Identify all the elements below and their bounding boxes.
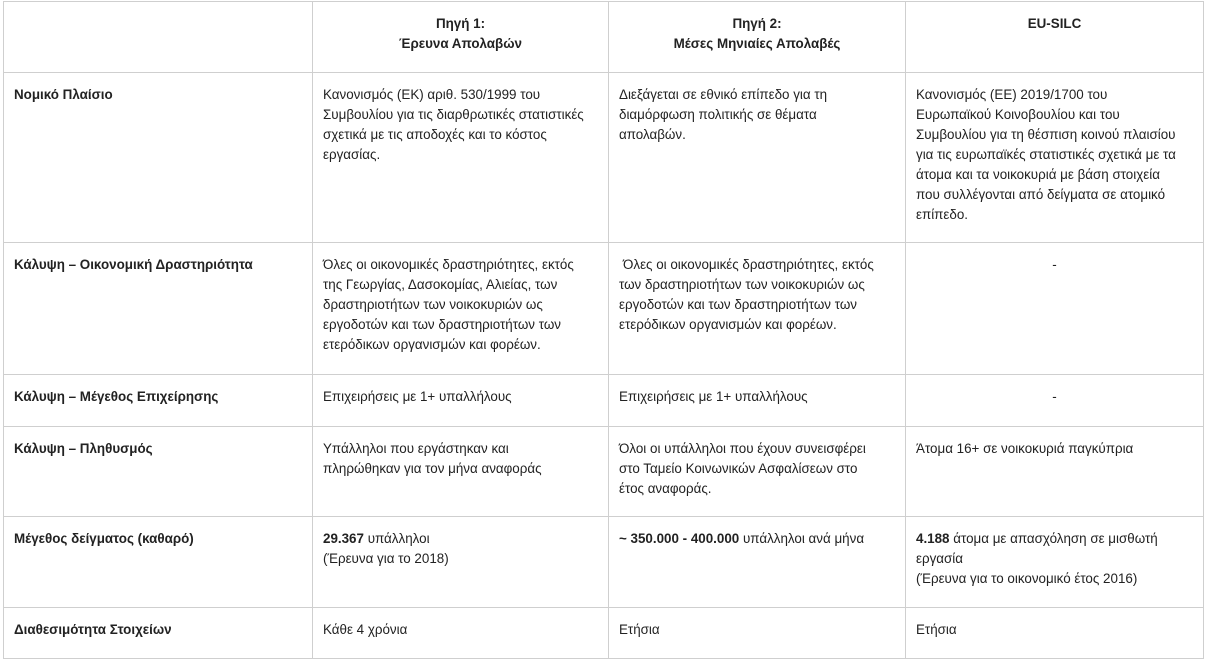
sample-size-value: 4.188 bbox=[916, 531, 950, 546]
cell-line: Άτομα 16+ σε νοικοκυριά παγκύπρια bbox=[916, 441, 1134, 456]
header-eu-silc: EU-SILC bbox=[906, 2, 1204, 73]
cell-source2 bbox=[609, 243, 906, 375]
cell-eu-silc bbox=[906, 73, 1204, 243]
cell-line: Ετήσια bbox=[619, 622, 660, 637]
sample-size-value: 29.367 bbox=[323, 531, 364, 546]
table-row bbox=[4, 427, 1204, 517]
row-label: Κάλυψη – Οικονομική Δραστηριότητα bbox=[4, 243, 313, 375]
cell-line: - bbox=[1052, 257, 1057, 272]
cell-line: Κανονισμός (ΕΚ) αριθ. 530/1999 του bbox=[323, 87, 541, 102]
cell-eu-silc bbox=[906, 243, 1204, 375]
cell-line: εργοδοτών και των δραστηριοτήτων των bbox=[619, 297, 857, 312]
table-row bbox=[4, 375, 1204, 427]
cell-line: Κάθε 4 χρόνια bbox=[323, 622, 408, 637]
cell-line: (Έρευνα για το οικονομικό έτος 2016) bbox=[916, 571, 1138, 586]
cell-line: Συμβουλίου για τη θέσπιση κοινού πλαισίου bbox=[916, 127, 1176, 142]
cell-line: Υπάλληλοι που εργάστηκαν και bbox=[323, 441, 509, 456]
cell-source1 bbox=[313, 427, 609, 517]
cell-line: - bbox=[1052, 389, 1057, 404]
cell-line: επίπεδο. bbox=[916, 207, 969, 222]
row-label: Μέγεθος δείγματος (καθαρό) bbox=[4, 517, 313, 608]
cell-line: Ετήσια bbox=[916, 622, 957, 637]
cell-line: ετερόδικων οργανισμών και φορέων. bbox=[323, 337, 541, 352]
header-source1-line1: Πηγή 1: bbox=[435, 16, 486, 31]
cell-source1 bbox=[313, 517, 609, 608]
cell-eu-silc bbox=[906, 608, 1204, 659]
cell-eu-silc bbox=[906, 375, 1204, 427]
table-row bbox=[4, 73, 1204, 243]
table-row bbox=[4, 608, 1204, 659]
header-source2 bbox=[609, 2, 906, 73]
row-label: Διαθεσιμότητα Στοιχείων bbox=[4, 608, 313, 659]
cell-line bbox=[619, 529, 895, 549]
header-source2-line2: Μέσες Μηνιαίες Απολαβές bbox=[673, 36, 841, 51]
cell-line: Επιχειρήσεις με 1+ υπαλλήλους bbox=[619, 389, 808, 404]
cell-source2 bbox=[609, 375, 906, 427]
cell-source2 bbox=[609, 608, 906, 659]
row-label: Νομικό Πλαίσιο bbox=[4, 73, 313, 243]
cell-line: Όλες οι οικονομικές δραστηριότητες, εκτός bbox=[323, 257, 574, 272]
cell-line: Όλες οι οικονομικές δραστηριότητες, εκτός bbox=[623, 257, 874, 272]
cell-line: που συλλέγονται από δείγματα σε ατομικό bbox=[916, 187, 1166, 202]
cell-line: εργασία bbox=[916, 551, 964, 566]
cell-line: Κανονισμός (ΕΕ) 2019/1700 του bbox=[916, 87, 1108, 102]
cell-line: Συμβουλίου για τις διαρθρωτικές στατιστικές bbox=[323, 107, 584, 122]
cell-line: Διεξάγεται σε εθνικό επίπεδο για τη bbox=[619, 87, 828, 102]
cell-line: σχετικά με τις αποδοχές και το κόστος bbox=[323, 127, 547, 142]
cell-source1 bbox=[313, 608, 609, 659]
cell-line: των δραστηριοτήτων των νοικοκυριών ως bbox=[619, 277, 865, 292]
sample-size-unit: υπάλληλοι bbox=[363, 531, 430, 546]
cell-source1 bbox=[313, 375, 609, 427]
header-source2-line1: Πηγή 2: bbox=[732, 16, 782, 31]
cell-line: διαμόρφωση πολιτικής σε θέματα bbox=[619, 107, 817, 122]
cell-line: της Γεωργίας, Δασοκομίας, Αλιείας, των bbox=[323, 277, 558, 292]
cell-source1 bbox=[313, 73, 609, 243]
cell-line: δραστηριοτήτων των νοικοκυριών ως bbox=[323, 297, 543, 312]
cell-line: Ευρωπαϊκού Κοινοβουλίου και του bbox=[916, 107, 1120, 122]
cell-source1 bbox=[313, 243, 609, 375]
cell-line: ετερόδικων οργανισμών και φορέων. bbox=[619, 317, 837, 332]
cell-line bbox=[323, 529, 598, 549]
cell-line bbox=[916, 529, 1193, 549]
table-row bbox=[4, 517, 1204, 608]
cell-line: έτος αναφοράς. bbox=[619, 481, 712, 496]
header-source1-line2: Έρευνα Απολαβών bbox=[399, 36, 522, 51]
sample-size-unit: υπάλληλοι ανά μήνα bbox=[739, 531, 865, 546]
cell-line: για τις ευρωπαϊκές στατιστικές σχετικά με τα bbox=[916, 147, 1176, 162]
comparison-table bbox=[3, 1, 1204, 659]
row-label: Κάλυψη – Μέγεθος Επιχείρησης bbox=[4, 375, 313, 427]
sample-size-unit: άτομα με απασχόληση σε μισθωτή bbox=[949, 531, 1158, 546]
cell-source2 bbox=[609, 73, 906, 243]
cell-source2 bbox=[609, 517, 906, 608]
cell-eu-silc bbox=[906, 517, 1204, 608]
header-source1 bbox=[313, 2, 609, 73]
cell-line: εργασίας. bbox=[323, 147, 381, 162]
cell-line: πληρώθηκαν για τον μήνα αναφοράς bbox=[323, 461, 542, 476]
cell-line: εργοδοτών και των δραστηριοτήτων των bbox=[323, 317, 561, 332]
sample-size-value: ~ 350.000 - 400.000 bbox=[619, 531, 740, 546]
cell-source2 bbox=[609, 427, 906, 517]
cell-line: στο Ταμείο Κοινωνικών Ασφαλίσεων στο bbox=[619, 461, 858, 476]
table-row bbox=[4, 243, 1204, 375]
cell-line: απολαβών. bbox=[619, 127, 686, 142]
cell-line: άτομα και τα νοικοκυριά με βάση στοιχεία bbox=[916, 167, 1160, 182]
cell-eu-silc bbox=[906, 427, 1204, 517]
cell-line: Επιχειρήσεις με 1+ υπαλλήλους bbox=[323, 389, 512, 404]
header-empty-cell bbox=[4, 2, 313, 73]
table-header-row bbox=[4, 2, 1204, 73]
cell-line: (Έρευνα για το 2018) bbox=[323, 551, 449, 566]
row-label: Κάλυψη – Πληθυσμός bbox=[4, 427, 313, 517]
cell-line: Όλοι οι υπάλληλοι που έχουν συνεισφέρει bbox=[619, 441, 866, 456]
